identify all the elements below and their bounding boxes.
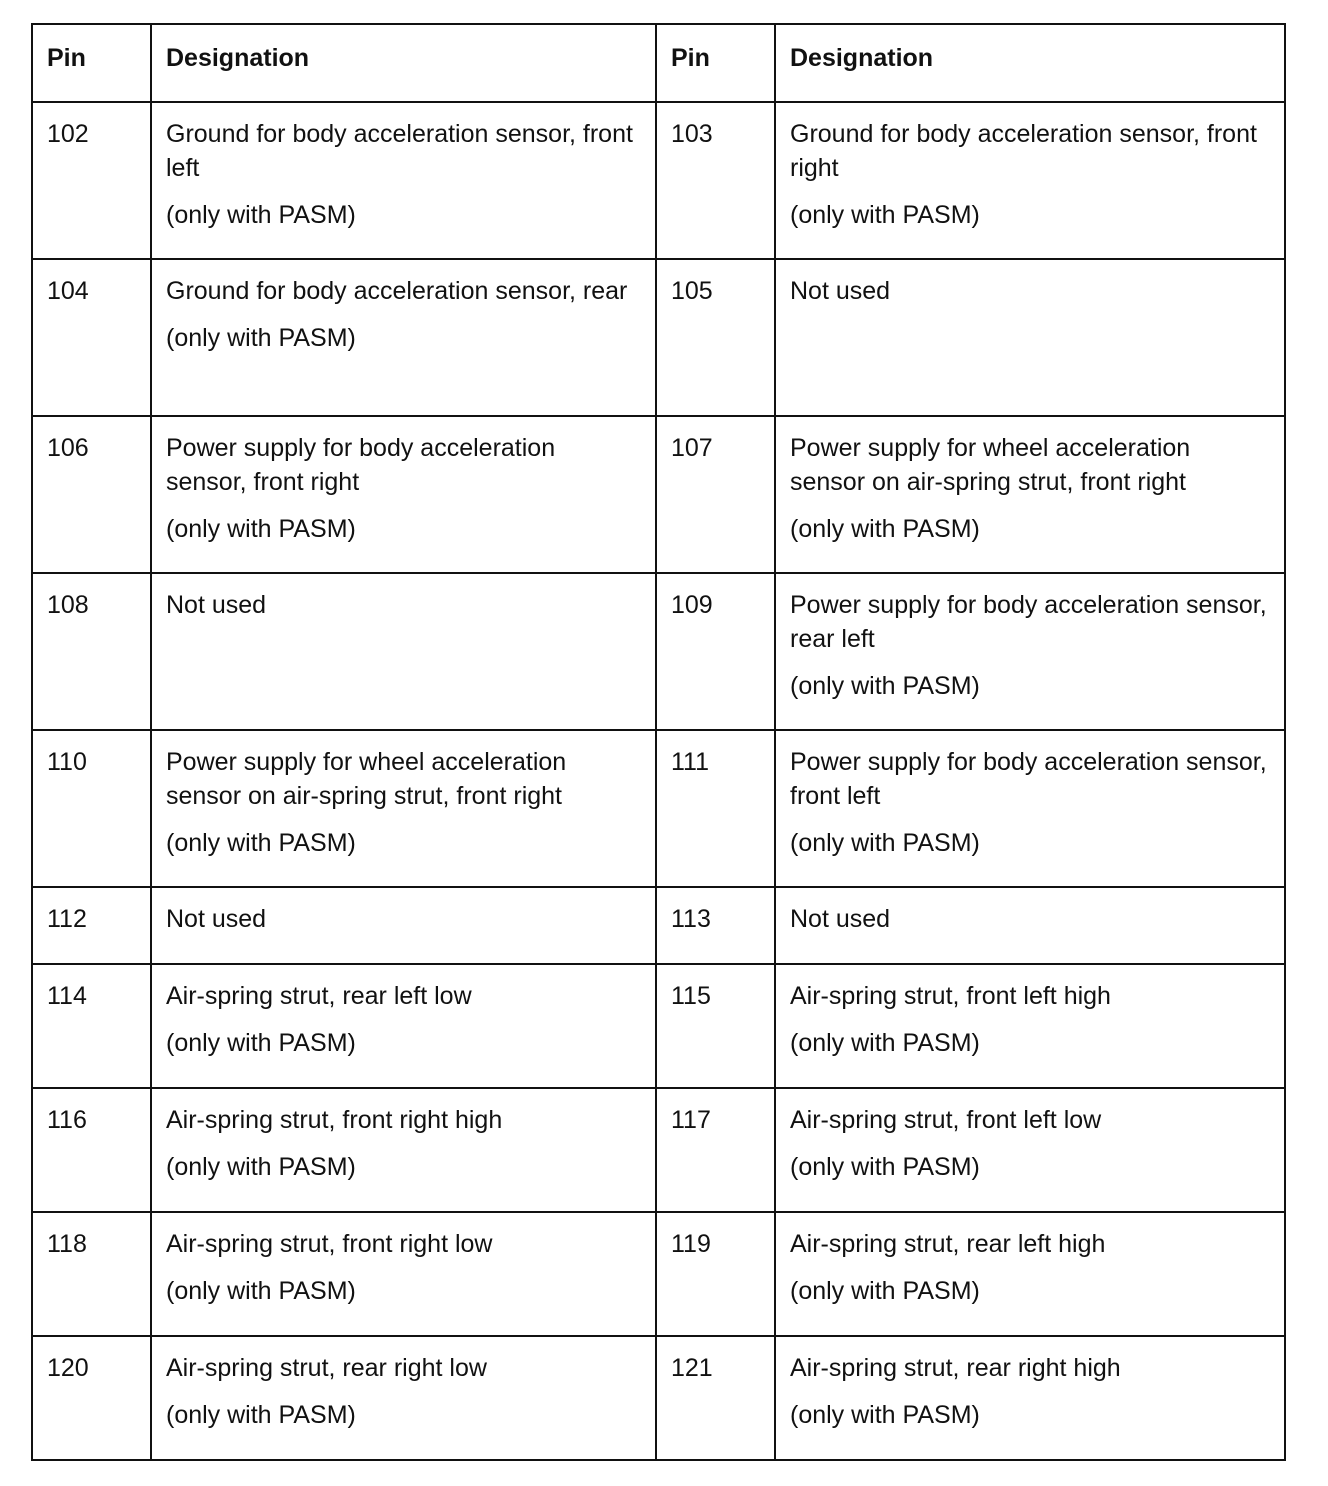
designation-text: Ground for body acceleration sensor, front left (166, 120, 633, 182)
table-row (32, 1336, 1285, 1460)
designation-cell (775, 730, 1285, 887)
designation-text: Air-spring strut, rear right high (790, 1354, 1121, 1382)
table-header-row (32, 24, 1285, 102)
designation-cell (151, 1088, 656, 1212)
designation-note: (only with PASM) (790, 1029, 980, 1057)
pin-cell: 105 (656, 259, 775, 416)
designation-text: Air-spring strut, front left high (790, 982, 1111, 1010)
header-pin-left: Pin (32, 24, 151, 102)
designation-note: (only with PASM) (790, 672, 980, 700)
designation-text: Not used (166, 905, 267, 933)
header-designation-left: Designation (151, 24, 656, 102)
table-row (32, 573, 1285, 730)
designation-cell (775, 259, 1285, 416)
pin-cell: 107 (656, 416, 775, 573)
pin-cell: 112 (32, 887, 151, 964)
pin-cell: 110 (32, 730, 151, 887)
table-row (32, 887, 1285, 964)
designation-text: Power supply for body acceleration sensor, front left (790, 748, 1267, 810)
designation-text: Power supply for body acceleration sensor, rear left (790, 591, 1267, 653)
designation-note: (only with PASM) (790, 1277, 980, 1305)
designation-cell (775, 887, 1285, 964)
pin-cell: 109 (656, 573, 775, 730)
pin-cell: 116 (32, 1088, 151, 1212)
designation-text: Air-spring strut, front right high (166, 1106, 503, 1134)
pin-cell: 118 (32, 1212, 151, 1336)
table-row (32, 259, 1285, 416)
designation-cell (775, 1088, 1285, 1212)
table-row (32, 964, 1285, 1088)
designation-cell (775, 416, 1285, 573)
header-designation-right: Designation (775, 24, 1285, 102)
designation-note: (only with PASM) (166, 829, 356, 857)
table-row (32, 416, 1285, 573)
pin-cell: 115 (656, 964, 775, 1088)
designation-text: Not used (790, 905, 891, 933)
designation-cell (151, 259, 656, 416)
pin-cell: 106 (32, 416, 151, 573)
designation-note: (only with PASM) (790, 515, 980, 543)
pin-cell: 102 (32, 102, 151, 259)
designation-note: (only with PASM) (790, 1153, 980, 1181)
pin-cell: 121 (656, 1336, 775, 1460)
designation-note: (only with PASM) (790, 201, 980, 229)
designation-cell (151, 887, 656, 964)
designation-text: Air-spring strut, rear left low (166, 982, 472, 1010)
designation-cell (775, 573, 1285, 730)
pin-cell: 103 (656, 102, 775, 259)
designation-text: Not used (790, 277, 891, 305)
designation-note: (only with PASM) (166, 324, 356, 352)
designation-cell (775, 102, 1285, 259)
designation-note: (only with PASM) (166, 1277, 356, 1305)
pin-cell: 117 (656, 1088, 775, 1212)
pin-cell: 113 (656, 887, 775, 964)
table-row (32, 730, 1285, 887)
header-pin-right: Pin (656, 24, 775, 102)
designation-cell (151, 416, 656, 573)
designation-text: Air-spring strut, front right low (166, 1230, 493, 1258)
designation-cell (151, 730, 656, 887)
designation-text: Air-spring strut, front left low (790, 1106, 1102, 1134)
designation-text: Power supply for wheel acceleration sensor on air-spring strut, front right (166, 748, 567, 810)
pin-cell: 119 (656, 1212, 775, 1336)
designation-text: Power supply for wheel acceleration sensor on air-spring strut, front right (790, 434, 1191, 496)
designation-text: Ground for body acceleration sensor, front right (790, 120, 1257, 182)
pin-cell: 104 (32, 259, 151, 416)
designation-cell (151, 573, 656, 730)
designation-cell (151, 964, 656, 1088)
designation-cell (151, 1336, 656, 1460)
designation-note: (only with PASM) (790, 1401, 980, 1429)
designation-note: (only with PASM) (166, 201, 356, 229)
pin-assignment-table (31, 23, 1286, 1461)
designation-note: (only with PASM) (166, 515, 356, 543)
designation-cell (151, 1212, 656, 1336)
pin-cell: 111 (656, 730, 775, 887)
designation-cell (775, 1212, 1285, 1336)
table-row (32, 1212, 1285, 1336)
table-row (32, 102, 1285, 259)
designation-text: Not used (166, 591, 267, 619)
designation-note: (only with PASM) (166, 1153, 356, 1181)
designation-cell (775, 964, 1285, 1088)
designation-note: (only with PASM) (790, 829, 980, 857)
designation-text: Air-spring strut, rear left high (790, 1230, 1106, 1258)
designation-text: Air-spring strut, rear right low (166, 1354, 487, 1382)
pin-cell: 108 (32, 573, 151, 730)
table-row (32, 1088, 1285, 1212)
pin-cell: 114 (32, 964, 151, 1088)
pin-cell: 120 (32, 1336, 151, 1460)
designation-cell (151, 102, 656, 259)
designation-cell (775, 1336, 1285, 1460)
designation-note: (only with PASM) (166, 1029, 356, 1057)
designation-note: (only with PASM) (166, 1401, 356, 1429)
designation-text: Power supply for body acceleration sensor, front right (166, 434, 556, 496)
designation-text: Ground for body acceleration sensor, rear (166, 277, 628, 305)
